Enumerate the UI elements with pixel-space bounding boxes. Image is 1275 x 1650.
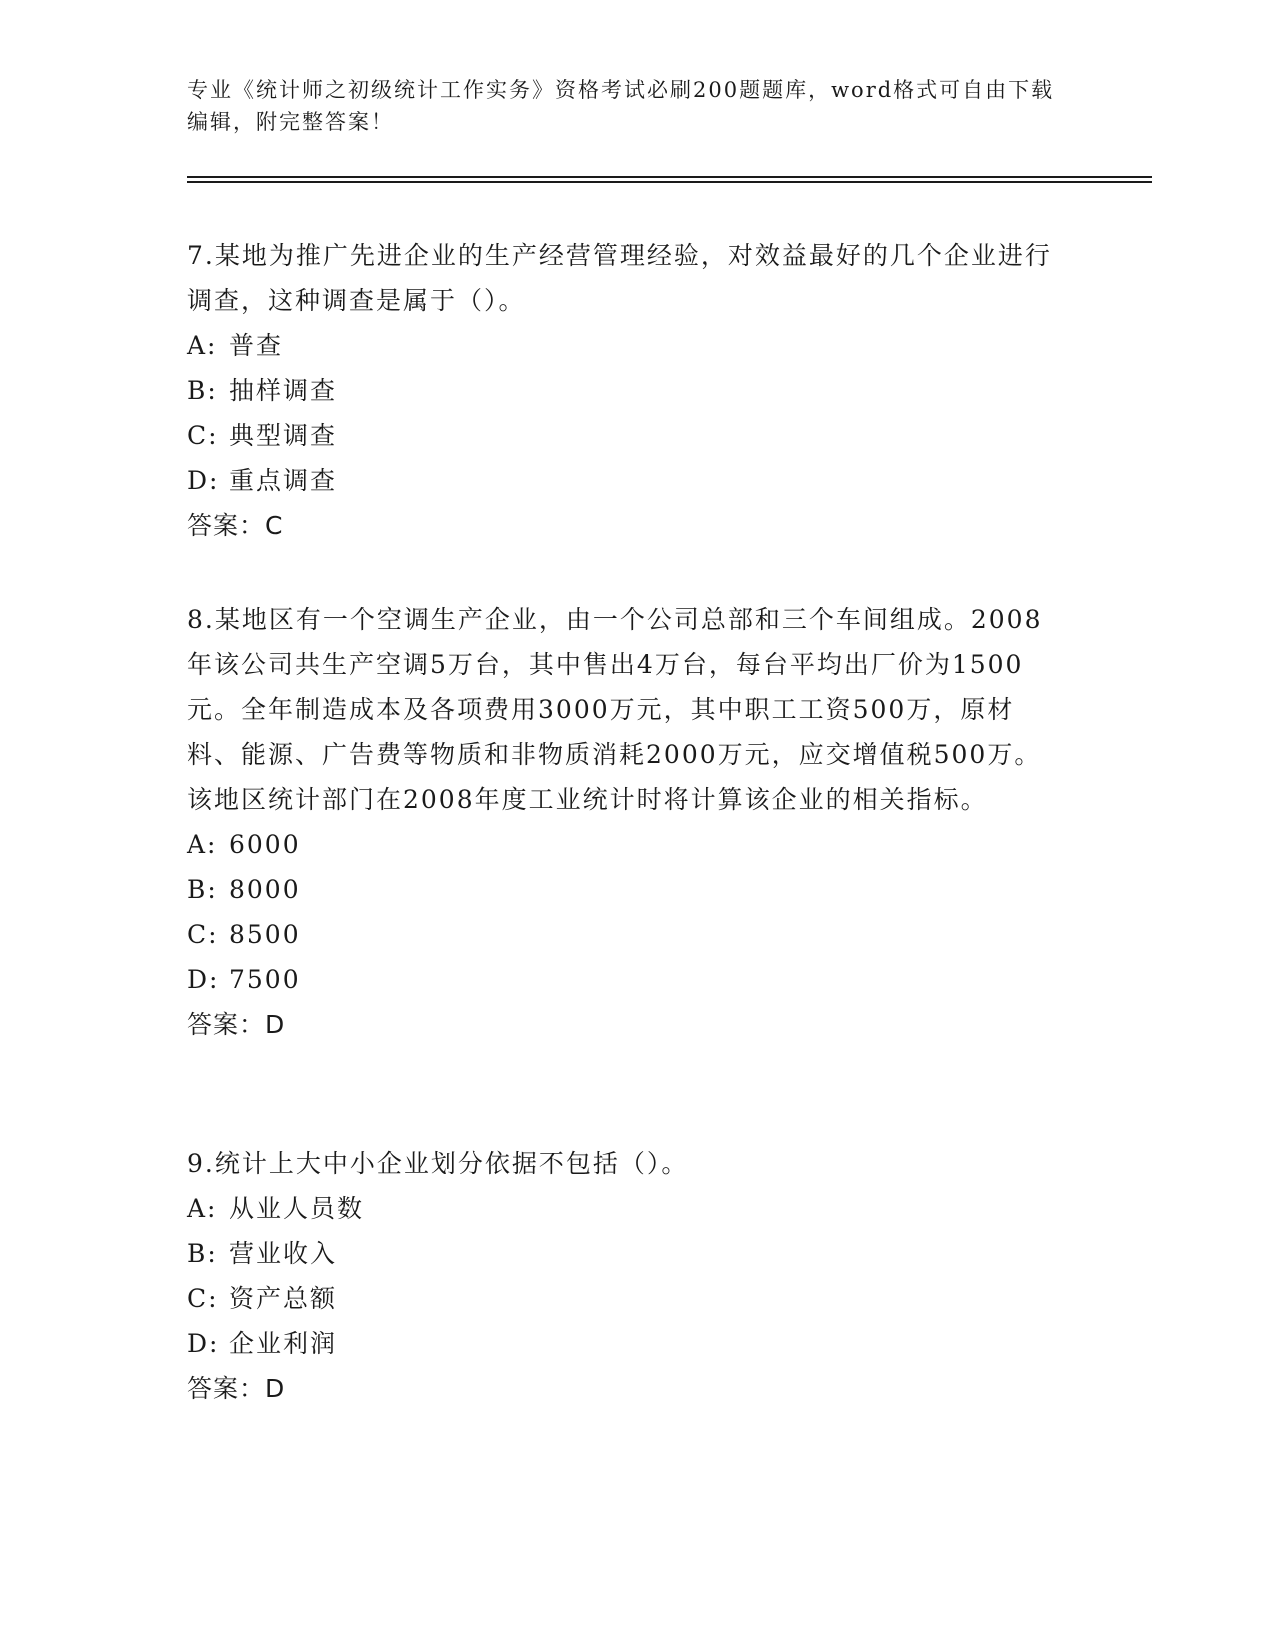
option-letter: B: <box>187 875 218 904</box>
option-c <box>187 1276 1067 1321</box>
header-text: 专业《统计师之初级统计工作实务》资格考试必刷200题题库，word格式可自由下载编辑，附完整答案！ <box>187 78 1055 134</box>
option-text: 7500 <box>229 965 301 994</box>
option-b <box>187 1231 1067 1276</box>
option-letter: B: <box>187 376 218 405</box>
option-d <box>187 1321 1067 1366</box>
option-text: 8500 <box>229 920 301 949</box>
option-b <box>187 368 1067 413</box>
option-a <box>187 1186 1067 1231</box>
option-a <box>187 822 1067 867</box>
question-7 <box>187 233 1067 548</box>
option-d <box>187 458 1067 503</box>
option-text: 6000 <box>229 830 301 859</box>
document-header <box>187 74 1067 138</box>
option-text: 典型调查 <box>229 421 338 450</box>
option-d <box>187 957 1067 1002</box>
header-rule-top <box>187 176 1152 178</box>
option-letter: D: <box>187 466 220 495</box>
question-9 <box>187 1141 1067 1411</box>
option-letter: A: <box>187 331 218 360</box>
option-letter: D: <box>187 965 220 994</box>
question-stem: 9.统计上大中小企业划分依据不包括（）。 <box>187 1149 689 1178</box>
answer-line: 答案：C <box>187 511 284 540</box>
option-text: 企业利润 <box>229 1329 338 1358</box>
option-c <box>187 912 1067 957</box>
option-text: 重点调查 <box>229 466 338 495</box>
option-b <box>187 867 1067 912</box>
option-text: 抽样调查 <box>229 376 338 405</box>
option-text: 资产总额 <box>229 1284 338 1313</box>
option-letter: C: <box>187 920 219 949</box>
answer-line: 答案：D <box>187 1374 286 1403</box>
option-text: 8000 <box>229 875 301 904</box>
question-stem: 7.某地为推广先进企业的生产经营管理经验，对效益最好的几个企业进行调查，这种调查是属于（）。 <box>187 241 1052 315</box>
option-a <box>187 323 1067 368</box>
question-stem: 8.某地区有一个空调生产企业，由一个公司总部和三个车间组成。2008年该公司共生产空调5万台，其中售出4万台，每台平均出厂价为1500元。全年制造成本及各项费用3000万元，其中职工工资500万，原材料、能源、广告费等物质和非物质消耗2000万元，应交增值税500万。该地区统计部门在2008年度工业统计时将计算该企业的相关指标。 <box>187 605 1043 814</box>
option-letter: C: <box>187 1284 219 1313</box>
option-text: 普查 <box>229 331 284 360</box>
option-text: 营业收入 <box>229 1239 338 1268</box>
option-letter: C: <box>187 421 219 450</box>
answer-line: 答案：D <box>187 1010 286 1039</box>
option-c <box>187 413 1067 458</box>
option-letter: A: <box>187 830 218 859</box>
option-letter: B: <box>187 1239 218 1268</box>
option-letter: A: <box>187 1194 218 1223</box>
option-letter: D: <box>187 1329 220 1358</box>
question-8 <box>187 597 1067 1047</box>
option-text: 从业人员数 <box>229 1194 365 1223</box>
header-rule-bottom <box>187 181 1152 183</box>
